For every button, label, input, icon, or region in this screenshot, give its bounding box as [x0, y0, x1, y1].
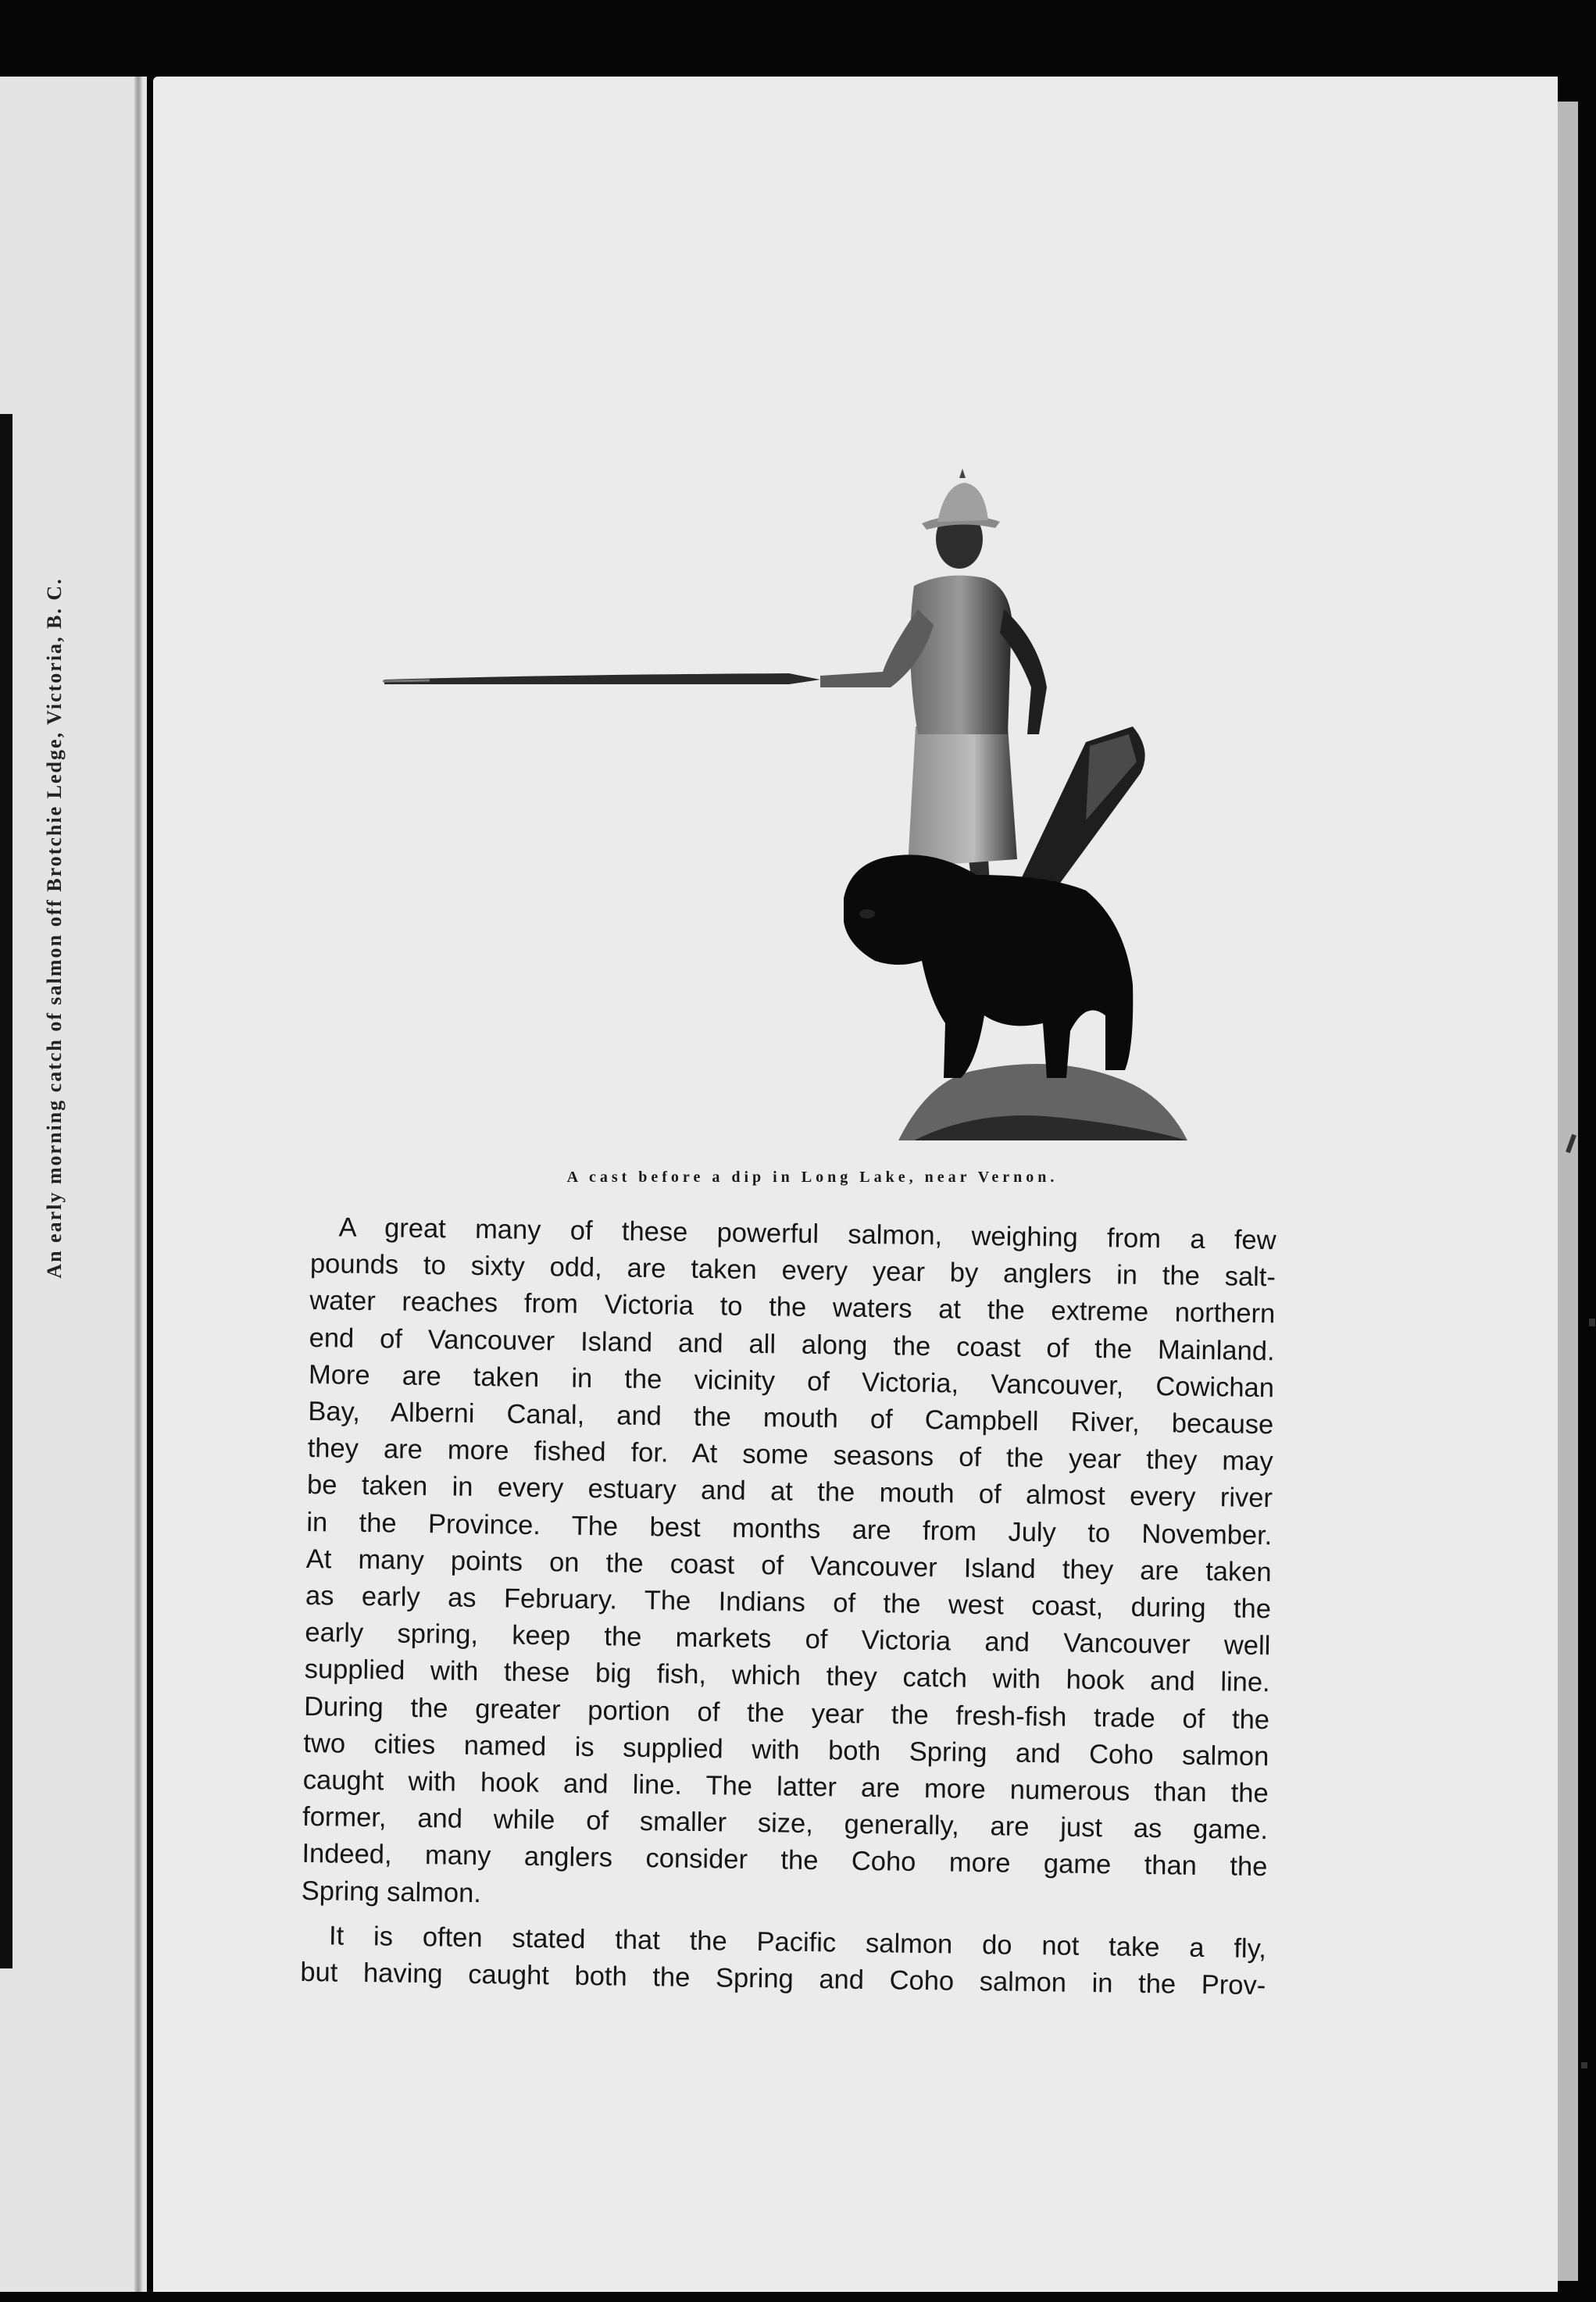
- text-line: water reaches from Victoria to the waters at the extreme northern: [309, 1286, 1276, 1329]
- photograph-angler-with-dog: [383, 453, 1273, 1156]
- text-line: early spring, keep the markets of Victoria and Vancouver well: [305, 1618, 1271, 1661]
- text-line: A great many of these powerful salmon, weighing from a few: [338, 1212, 1276, 1256]
- scan-speck: [1581, 2062, 1587, 2068]
- text-line: they are more fished for. At some seasons of the year they may: [307, 1433, 1273, 1477]
- paragraph-1: [301, 1209, 1276, 1923]
- text-line: Bay, Alberni Canal, and the mouth of Campbell River, because: [308, 1396, 1274, 1440]
- text-line: At many points on the coast of Vancouver Island they are taken: [305, 1544, 1272, 1588]
- text-line: Indeed, many anglers consider the Coho more game than the: [302, 1839, 1268, 1883]
- text-line: end of Vancouver Island and all along the coast of the Mainland.: [309, 1322, 1275, 1366]
- facing-page: [0, 77, 147, 2292]
- text-line: During the greater portion of the year the fresh-fish trade of the: [303, 1691, 1270, 1735]
- scan-speck: [1589, 1319, 1595, 1326]
- text-line: It is often stated that the Pacific salmon do not take a fly,: [328, 1921, 1267, 1965]
- facing-page-caption: An early morning catch of salmon off Brotchie Ledge, Victoria, B. C.: [43, 577, 66, 1279]
- text-line: former, and while of smaller size, generally, are just as game.: [302, 1802, 1269, 1846]
- photo-caption: A cast before a dip in Long Lake, near Vernon.: [566, 1169, 1059, 1186]
- text-line: two cities named is supplied with both Spring and Coho salmon: [303, 1728, 1269, 1772]
- angler-silhouette-illustration: [383, 453, 1273, 1156]
- text-line: supplied with these big fish, which they catch with hook and line.: [304, 1654, 1270, 1698]
- text-line: caught with hook and line. The latter are more numerous than the: [302, 1765, 1269, 1809]
- facing-page-dark-edge: [0, 414, 12, 1968]
- text-line: Spring salmon.: [301, 1876, 482, 1908]
- page-edge-strip: [1558, 102, 1578, 2281]
- text-line: be taken in every estuary and at the mouth of almost every river: [306, 1470, 1273, 1514]
- paragraph-2: [300, 1918, 1266, 2005]
- text-line: More are taken in the vicinity of Victoria, Vancouver, Cowichan: [308, 1359, 1275, 1404]
- article-body: [300, 1209, 1276, 2004]
- book-gutter: [134, 77, 142, 2292]
- text-line: in the Province. The best months are from July to November.: [306, 1507, 1273, 1551]
- text-line: as early as February. The Indians of the west coast, during the: [305, 1580, 1272, 1625]
- text-line: pounds to sixty odd, are taken every year by anglers in the salt-: [309, 1249, 1276, 1293]
- text-line: but having caught both the Spring and Coho salmon in the Prov-: [300, 1957, 1266, 2001]
